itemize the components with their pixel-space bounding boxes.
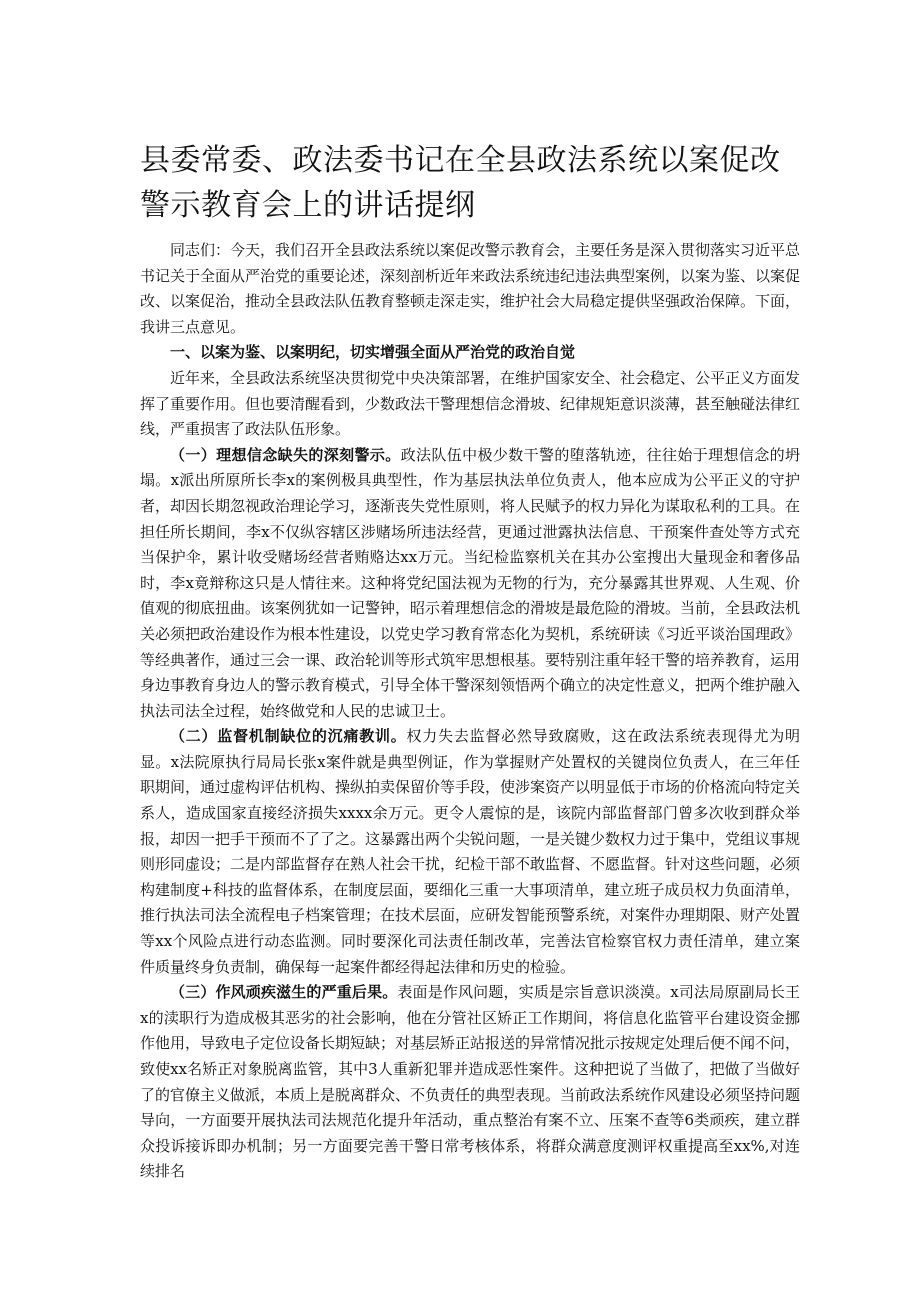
paragraph-lead: （三）作风顽疾滋生的严重后果。 (170, 983, 398, 1002)
paragraph-lead: （二）监督机制缺位的沉痛教训。 (170, 727, 407, 746)
paragraph-lead: （一）理想信念缺失的深刻警示。 (170, 445, 401, 464)
section-heading: 一、以案为鉴、以案明纪，切实增强全面从严治党的政治自觉 (170, 343, 576, 362)
body-paragraph: （一）理想信念缺失的深刻警示。政法队伍中极少数干警的堕落轨迹，往往始于理想信念的坍塌。x派出所原所长李x的案例极具典型性，作为基层执法单位负责人，他本应成为公平正义的守护者，却因长期忽视政治理论学习，逐渐丧失党性原则，将人民赋予的权力异化为谋取私利的工具。在担任所长期间，李x不仅纵容辖区涉赌场所违法经营，更通过泄露执法信息、干预案件查处等方式充当保护伞，累计收受赌场经营者贿赂达xx万元。当纪检监察机关在其办公室搜出大量现金和奢侈品时，李x竟辩称这只是人情往来。这种将党纪国法视为无物的行为，充分暴露其世界观、人生观、价值观的彻底扭曲。该案例犹如一记警钟，昭示着理想信念的滑坡是最危险的滑坡。当前，全县政法机关必须把政治建设作为根本性建设，以党史学习教育常态化为契机，系统研读《习近平谈治国理政》等经典著作，通过三会一课、政治轮训等形式筑牢思想根基。要特别注重年轻干警的培养教育，运用身边事教育身边人的警示教育模式，引导全体干警深刻领悟两个确立的决定性意义，把两个维护融入执法司法全过程，始终做党和人民的忠诚卫士。 (140, 445, 801, 720)
body-paragraph: 近年来，全县政法系统坚决贯彻党中央决策部署，在维护国家安全、社会稳定、公平正义方面发挥了重要作用。但也要清醒看到，少数政法干警理想信念滑坡、纪律规矩意识淡薄，甚至触碰法律红线，严重损害了政法队伍形象。 (140, 368, 801, 439)
opening-paragraph: 同志们：今天，我们召开全县政法系统以案促改警示教育会，主要任务是深入贯彻落实习近平总书记关于全面从严治党的重要论述，深刻剖析近年来政法系统违纪违法典型案例，以案为鉴、以案促改、以案促治，推动全县政法队伍教育整顿走深走实，维护社会大局稳定提供坚强政治保障。下面，我讲三点意见。 (140, 241, 801, 336)
body-paragraph: （二）监督机制缺位的沉痛教训。权力失去监督必然导致腐败，这在政法系统表现得尤为明显。x法院原执行局局长张x案件就是典型例证，作为掌握财产处置权的关键岗位负责人，在三年任职期间，通过虚构评估机构、操纵拍卖保留价等手段，使涉案资产以明显低于市场的价格流向特定关系人，造成国家直接经济损失xxxx余万元。更令人震惊的是，该院内部监督部门曾多次收到群众举报，却因一把手干预而不了了之。这暴露出两个尖锐问题，一是关键少数权力过于集中，党组议事规则形同虚设；二是内部监督存在熟人社会干扰，纪检干部不敢监督、不愿监督。针对这些问题，必须构建制度+科技的监督体系，在制度层面，要细化三重一大事项清单，建立班子成员权力负面清单，推行执法司法全流程电子档案管理；在技术层面，应研发智能预警系统，对案件办理期限、财产处置等xx个风险点进行动态监测。同时要深化司法责任制改革，完善法官检察官权力责任清单，建立案件质量终身负责制，确保每一起案件都经得起法律和历史的检验。 (140, 727, 801, 976)
document-title: 县委常委、政法委书记在全县政法系统以案促改警示教育会上的讲话提纲 (140, 143, 781, 223)
body-paragraph: （三）作风顽疾滋生的严重后果。表面是作风问题，实质是宗旨意识淡漠。x司法局原副局长王x的渎职行为造成极其恶劣的社会影响，他在分管社区矫正工作期间，将信息化监管平台建设资金挪作他用，导致电子定位设备长期短缺；对基层矫正站报送的异常情况批示按规定处理后便不闻不问，致使xx名矫正对象脱离监管，其中3人重新犯罪并造成恶性案件。这种把说了当做了，把做了当做好了的官僚主义做派，本质上是脱离群众、不负责任的典型表现。当前政法系统作风建设必须坚持问题导向，一方面要开展执法司法规范化提升年活动，重点整治有案不立、压案不查等6类顽疾，建立群众投诉接诉即办机制；另一方面要完善干警日常考核体系，将群众满意度测评权重提高至xx%,对连续排名 (140, 983, 801, 1181)
document-body (140, 238, 800, 1185)
